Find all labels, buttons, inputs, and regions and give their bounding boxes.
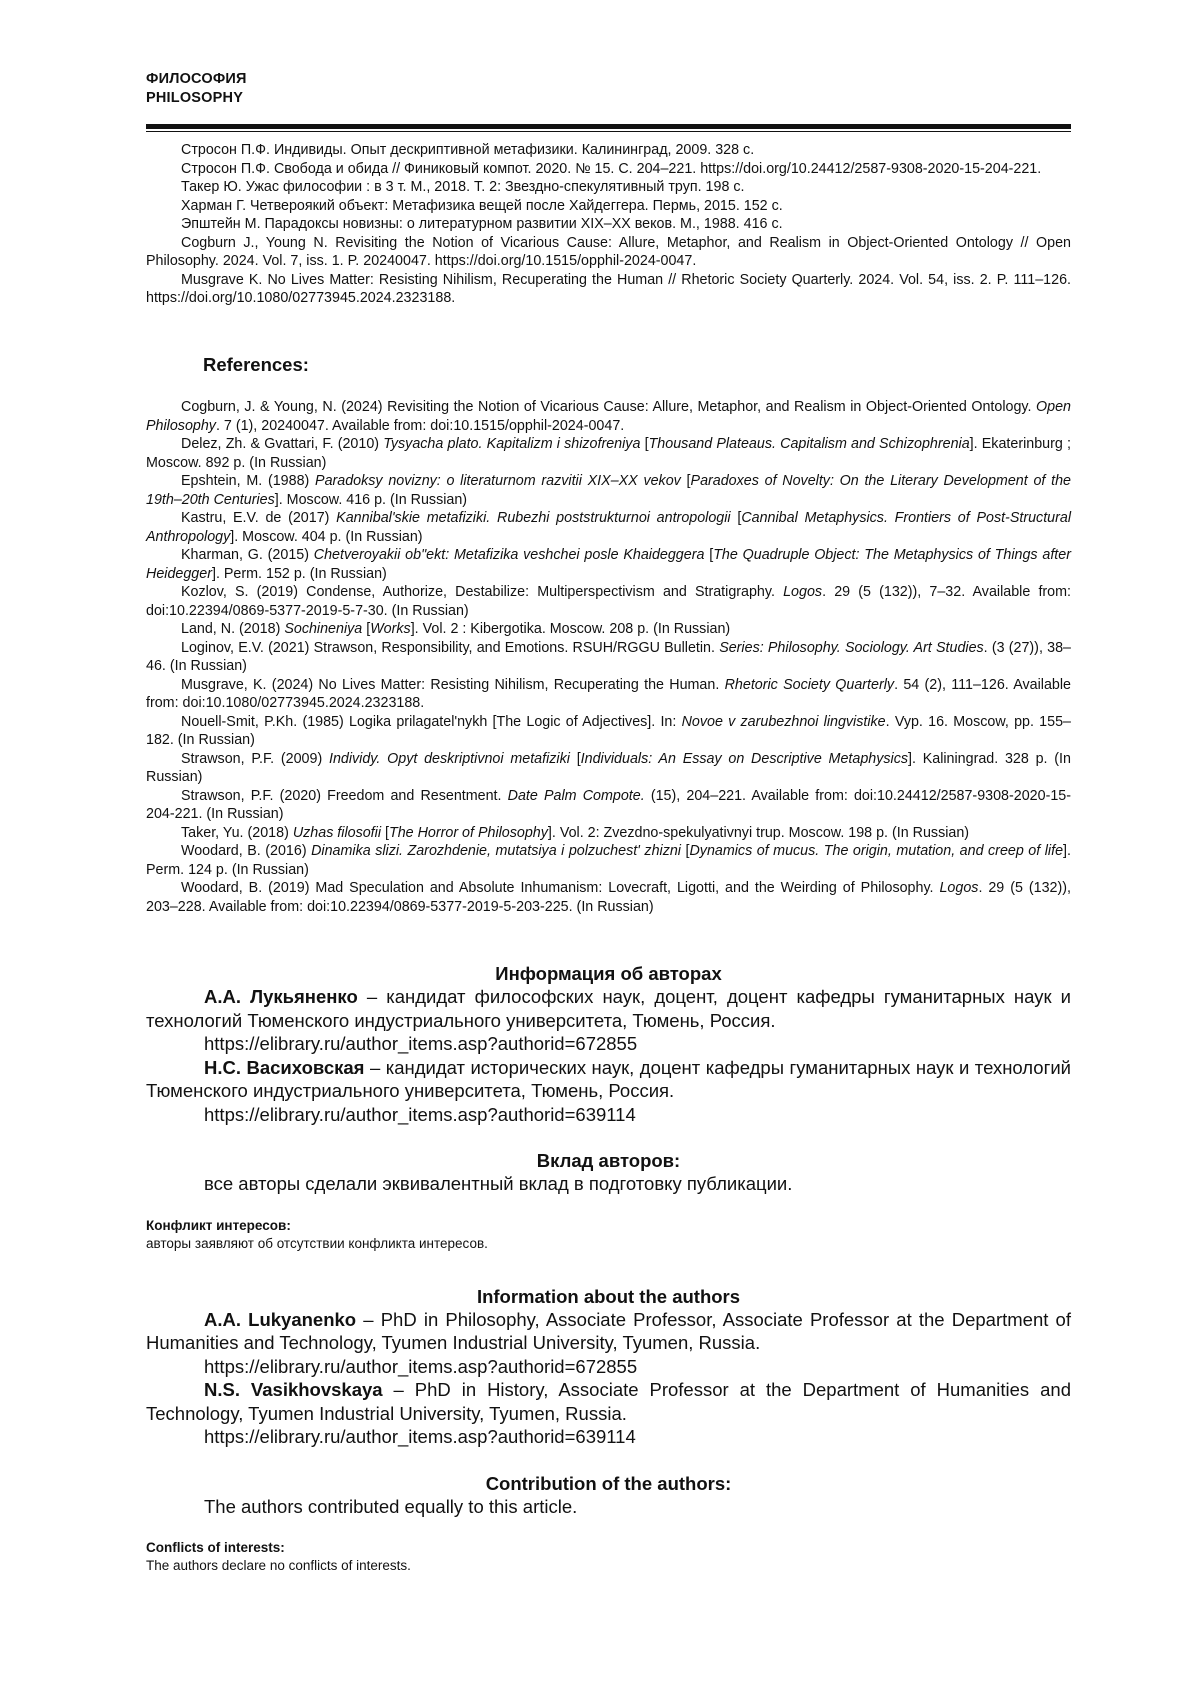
reference-italic: Rhetoric Society Quarterly: [724, 676, 895, 693]
reference-item: [146, 472, 1071, 509]
reference-item: [146, 435, 1071, 472]
reference-italic: Logos: [939, 880, 979, 896]
reference-text: [: [381, 824, 389, 841]
reference-italic: Works: [370, 621, 411, 637]
reference-text: Kozlov, S. (2019) Condense, Authorize, Destabilize: Multiperspectivism and Stratigraphy.: [181, 584, 784, 600]
author-information: [146, 962, 1071, 1575]
reference-item: [146, 546, 1071, 583]
reference-text: [: [640, 436, 649, 452]
reference-text: [: [569, 750, 581, 767]
reference-text: [: [680, 473, 691, 489]
reference-text: Cogburn, J. & Young, N. (2024) Revisiting the Notion of Vicarious Cause: Allure, Metaphor, and Realism in Object-Oriented Ontology.: [181, 399, 1037, 415]
author-en-2: [146, 1378, 1071, 1425]
authors-ru-title: Информация об авторах: [495, 963, 722, 984]
reference-text: ]. Kaliningrad. 328 p. (In Russian): [146, 750, 1071, 785]
conflict-en-text: The authors declare no conflicts of interests.: [146, 1558, 411, 1573]
authors-en-title: Information about the authors: [476, 1285, 741, 1307]
reference-text: . 29 (5 (132)), 7–32. Available from: doi:10.22394/0869-5377-2019-5-7-30. (In Russian): [146, 584, 1072, 619]
author-ru-1: [146, 985, 1071, 1032]
header-rule-thin: [146, 131, 1071, 132]
reference-text: . 7 (1), 20240047. Available from: doi:10.1515/opphil-2024-0047.: [215, 417, 625, 434]
reference-italic: Novoe v zarubezhnoi lingvistike: [681, 713, 886, 730]
references-heading: References:: [203, 354, 309, 375]
contribution-ru-title: Вклад авторов:: [536, 1150, 681, 1171]
author-link[interactable]: https://elibrary.ru/author_items.asp?authorid=672855: [204, 1355, 638, 1377]
author-ru-2: [146, 1056, 1071, 1103]
reference-italic: Logos: [783, 584, 823, 600]
reference-text: [: [704, 547, 714, 563]
reference-text: Kastru, E.V. de (2017): [181, 510, 337, 526]
reference-text: . (3 (27)), 38–46. (In Russian): [146, 639, 1071, 674]
bib-item: Cogburn J., Young N. Revisiting the Notion of Vicarious Cause: Allure, Metaphor, and Realism in Object-Oriented Ontology // Open Philosophy. 2024. Vol. 7, iss. 1. P. 20240047. https://doi.org/10.1515/opphil-2024-0047.: [146, 234, 1071, 269]
reference-italic: The Quadruple Object: The Metaphysics of Things after Heidegger: [146, 547, 1071, 582]
reference-item: [146, 824, 1071, 843]
reference-italic: Dinamika slizi. Zarozhdenie, mutatsiya i polzuchest' zhizni: [311, 843, 681, 859]
journal-section-ru: ФИЛОСОФИЯ: [146, 71, 247, 87]
author-bio: – кандидат исторических наук, доцент кафедры гуманитарных наук и технологий Тюменского индустриального университета, Тюмень, Россия.: [146, 1056, 1072, 1101]
author-link[interactable]: https://elibrary.ru/author_items.asp?authorid=672855: [204, 1033, 638, 1054]
reference-italic: Individuals: An Essay on Descriptive Metaphysics: [580, 750, 908, 767]
reference-text: Nouell-Smit, P.Kh. (1985) Logika prilagatel'nykh [The Logic of Adjectives]. In:: [181, 713, 682, 730]
reference-italic: Thousand Plateaus. Capitalism and Schizophrenia: [648, 436, 970, 452]
reference-text: ]. Ekaterinburg ; Moscow. 892 p. (In Russian): [146, 436, 1071, 471]
reference-text: Musgrave, K. (2024) No Lives Matter: Resisting Nihilism, Recuperating the Human.: [181, 676, 725, 693]
reference-text: ]. Perm. 152 p. (In Russian): [211, 565, 387, 582]
author-link[interactable]: https://elibrary.ru/author_items.asp?authorid=639114: [204, 1426, 636, 1447]
bib-item: Такер Ю. Ужас философии : в 3 т. М., 2018. Т. 2: Звездно-спекулятивный труп. 198 с.: [181, 179, 745, 195]
author-bio: – кандидат философских наук, доцент, доцент кафедры гуманитарных наук и технологий Тюменского индустриального университета, Тюмень, Россия.: [146, 986, 1071, 1031]
reference-item: [146, 713, 1071, 750]
reference-text: Epshtein, M. (1988): [181, 473, 316, 489]
journal-section-en: PHILOSOPHY: [146, 90, 244, 106]
reference-item: [146, 398, 1071, 435]
reference-italic: Date Palm Compote.: [507, 787, 645, 804]
reference-text: Kharman, G. (2015): [181, 547, 314, 563]
reference-item: [146, 639, 1071, 676]
reference-italic: Paradoxes of Novelty: On the Literary Development of the 19th–20th Centuries: [146, 473, 1071, 508]
conflict-en-title: Conflicts of interests:: [146, 1540, 285, 1555]
reference-italic: Individy. Opyt deskriptivnoi metafiziki: [328, 750, 570, 767]
reference-item: [146, 750, 1071, 787]
author-name: A.A. Lukyanenko: [204, 1308, 357, 1330]
bib-item: Харман Г. Четвероякий объект: Метафизика вещей после Хайдеггера. Пермь, 2015. 152 с.: [181, 197, 783, 214]
author-link[interactable]: https://elibrary.ru/author_items.asp?authorid=639114: [204, 1103, 636, 1125]
reference-text: . Vyp. 16. Moscow, pp. 155–182. (In Russian): [146, 713, 1071, 748]
reference-italic: Open Philosophy: [146, 399, 1071, 434]
reference-text: Woodard, B. (2016): [181, 843, 312, 859]
bib-item: Musgrave K. No Lives Matter: Resisting Nihilism, Recuperating the Human // Rhetoric Society Quarterly. 2024. Vol. 54, iss. 2. P. 111–126. https://doi.org/10.1080/02773945.2024.2323188.: [146, 271, 1071, 306]
reference-text: ]. Moscow. 416 p. (In Russian): [274, 491, 468, 508]
contribution-en-text: The authors contributed equally to this article.: [204, 1495, 578, 1517]
reference-text: (15), 204–221. Available from: doi:10.24412/2587-9308-2020-15-204-221. (In Russian): [146, 787, 1071, 822]
author-en-1: [146, 1308, 1071, 1355]
author-bio: – PhD in Philosophy, Associate Professor, Associate Professor at the Department of Humanities and Technology, Tyumen Industrial University, Tyumen, Russia.: [146, 1308, 1071, 1353]
reference-item: [146, 676, 1071, 713]
header-rule-thick: [146, 124, 1071, 129]
bib-item: Стросон П.Ф. Индивиды. Опыт дескриптивной метафизики. Калининград, 2009. 328 с.: [181, 142, 755, 158]
reference-item: [146, 583, 1071, 620]
reference-text: ]. Vol. 2 : Kibergotika. Moscow. 208 p. (In Russian): [410, 621, 731, 637]
references-list: [146, 398, 1071, 916]
reference-text: ]. Perm. 124 p. (In Russian): [146, 843, 1071, 878]
conflict-ru-text: авторы заявляют об отсутствии конфликта интересов.: [146, 1235, 488, 1251]
reference-italic: Dynamics of mucus. The origin, mutation, and creep of life: [689, 843, 1064, 859]
reference-text: Land, N. (2018): [181, 621, 285, 637]
bib-item: Эпштейн М. Парадоксы новизны: о литературном развитии XIX–XX веков. М., 1988. 416 с.: [181, 216, 783, 232]
reference-text: [: [730, 510, 742, 526]
reference-italic: Sochineniya: [284, 621, 363, 637]
reference-text: Woodard, B. (2019) Mad Speculation and Absolute Inhumanism: Lovecraft, Ligotti, and the Weirding of Philosophy.: [181, 880, 940, 896]
reference-text: . 29 (5 (132)), 203–228. Available from: doi:10.22394/0869-5377-2019-5-203-225. (In Russian): [146, 880, 1071, 915]
reference-italic: Series: Philosophy. Sociology. Art Studies: [719, 639, 984, 656]
reference-item: [146, 787, 1071, 824]
reference-text: Strawson, P.F. (2020) Freedom and Resentment.: [181, 787, 508, 804]
reference-italic: Kannibal'skie metafiziki. Rubezhi poststrukturnoi antropologii: [336, 510, 731, 526]
reference-item: [146, 509, 1071, 546]
author-name: А.А. Лукьяненко: [204, 986, 358, 1007]
reference-item: [146, 842, 1071, 879]
bib-item: Стросон П.Ф. Свобода и обида // Финиковый компот. 2020. № 15. С. 204–221. https://doi.org/10.24412/2587-9308-2020-15-204-221.: [181, 160, 1042, 177]
reference-text: Delez, Zh. & Gvattari, F. (2010): [181, 436, 384, 452]
reference-text: Taker, Yu. (2018): [181, 824, 293, 841]
author-name: N.S. Vasikhovskaya: [204, 1379, 383, 1400]
conflict-ru-title: Конфликт интересов:: [146, 1217, 291, 1233]
reference-item: [146, 879, 1071, 916]
author-name: Н.С. Васиховская: [204, 1056, 365, 1078]
reference-text: ]. Moscow. 404 p. (In Russian): [230, 528, 423, 545]
contribution-ru-text: все авторы сделали эквивалентный вклад в подготовку публикации.: [204, 1173, 793, 1194]
reference-italic: Uzhas filosofii: [292, 824, 382, 841]
reference-text: [: [680, 843, 690, 859]
author-bio: – PhD in History, Associate Professor at the Department of Humanities and Technology, Tyumen Industrial University, Tyumen, Russia.: [146, 1379, 1071, 1424]
reference-text: Loginov, E.V. (2021) Strawson, Responsibility, and Emotions. RSUH/RGGU Bulletin.: [181, 639, 720, 656]
reference-text: . 54 (2), 111–126. Available from: doi:10.1080/02773945.2024.2323188.: [146, 676, 1071, 711]
reference-text: ]. Vol. 2: Zvezdno-spekulyativnyi trup. Moscow. 198 p. (In Russian): [547, 824, 970, 841]
reference-italic: Chetveroyakii ob"ekt: Metafizika veshchei posle Khaideggera: [313, 547, 705, 563]
reference-italic: Paradoksy novizny: o literaturnom razvitii XIX–XX vekov: [315, 473, 681, 489]
reference-text: Strawson, P.F. (2009): [181, 750, 329, 767]
reference-italic: Cannibal Metaphysics. Frontiers of Post-Structural Anthropology: [146, 510, 1072, 545]
reference-text: [: [362, 621, 371, 637]
reference-italic: Tysyacha plato. Kapitalizm i shizofreniya: [383, 436, 641, 452]
reference-item: [146, 620, 1071, 639]
running-header: [146, 70, 247, 108]
contribution-en-title: Contribution of the authors:: [485, 1472, 732, 1494]
bibliography-ru: [146, 141, 1071, 308]
reference-italic: The Horror of Philosophy: [388, 824, 548, 841]
